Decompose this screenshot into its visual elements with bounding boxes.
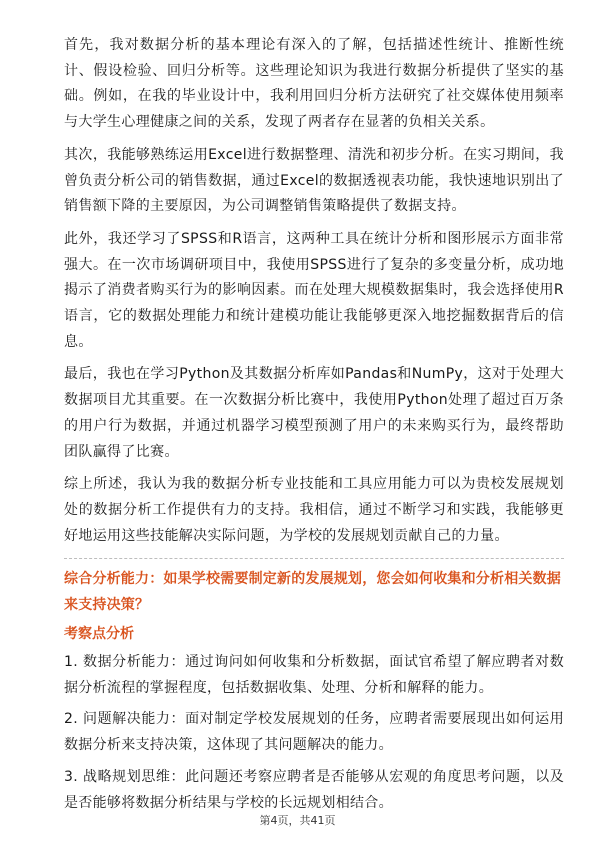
page-number: 第4页，共41页 xyxy=(259,814,336,827)
question-title: 综合分析能力：如果学校需要制定新的发展规划，您会如何收集和分析相关数据来支持决策？ xyxy=(64,571,561,613)
paragraph-python: 最后，我也在学习Python及其数据分析库如Pandas和NumPy，这对于处理大数据项目尤其重要。在一次数据分析比赛中，我使用Python处理了超过百万条的用户行为数据，并通过机器学习模型预测了用户的未来购买行为，最终帮助团队赢得了比赛。 xyxy=(64,366,564,460)
paragraph-excel: 其次，我能够熟练运用Excel进行数据整理、清洗和初步分析。在实习期间，我曾负责分析公司的销售数据，通过Excel的数据透视表功能，我快速地识别出了销售额下降的主要原因，为公司调整销售策略提供了数据支持。 xyxy=(64,146,564,215)
question-section xyxy=(64,567,564,822)
paragraph-summary: 综上所述，我认为我的数据分析专业技能和工具应用能力可以为贵校发展规划处的数据分析工作提供有力的支持。我相信，通过不断学习和实践，我能够更好地运用这些技能解决实际问题，为学校的发展规划贡献自己的力量。 xyxy=(64,476,564,544)
analysis-points xyxy=(64,650,564,816)
analysis-point-1: 1. 数据分析能力：通过询问如何收集和分析数据，面试官希望了解应聘者对数据分析流程的掌握程度，包括数据收集、处理、分析和解释的能力。 xyxy=(64,654,564,696)
analysis-point-2: 2. 问题解决能力：面对制定学校发展规划的任务，应聘者需要展现出如何运用数据分析来支持决策，这体现了其问题解决的能力。 xyxy=(64,711,564,754)
analysis-point-3: 3. 战略规划思维：此问题还考察应聘者是否能够从宏观的角度思考问题，以及是否能够将数据分析结果与学校的长远规划相结合。 xyxy=(64,768,564,811)
answer-body xyxy=(64,33,564,556)
section-divider xyxy=(64,558,564,559)
paragraph-spss-r: 此外，我还学习了SPSS和R语言，这两种工具在统计分析和图形展示方面非常强大。在一次市场调研项目中，我使用SPSS进行了复杂的多变量分析，成功地揭示了消费者购买行为的影响因素。而在处理大规模数据集时，我会选择使用R语言，它的数据处理能力和统计建模功能让我能够更深入地挖掘数据背后的信息。 xyxy=(64,230,564,350)
analysis-heading: 考察点分析 xyxy=(64,626,134,642)
paragraph-theory: 首先，我对数据分析的基本理论有深入的了解，包括描述性统计、推断性统计、假设检验、回归分析等。这些理论知识为我进行数据分析提供了坚实的基础。例如，在我的毕业设计中，我利用回归分析方法研究了社交媒体使用频率与大学生心理健康之间的关系，发现了两者存在显著的负相关关系。 xyxy=(64,37,564,131)
